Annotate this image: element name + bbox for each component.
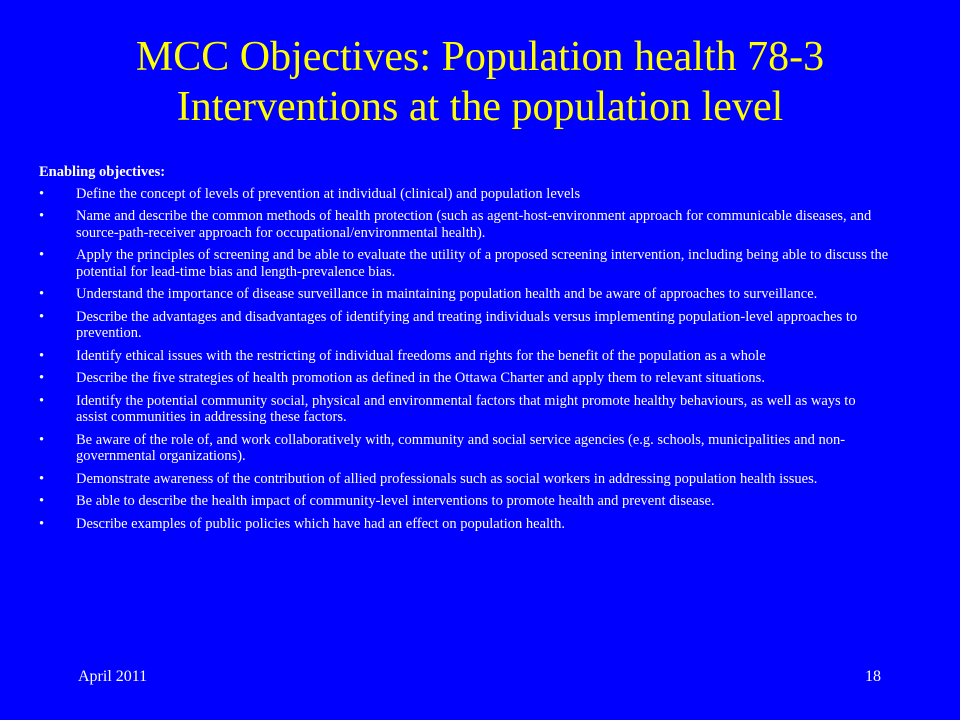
list-item [39, 186, 889, 203]
bullet-icon: • [39, 185, 45, 202]
list-item [39, 432, 889, 465]
bullet-icon: • [39, 286, 45, 302]
list-item-text: Be aware of the role of, and work collaboratively with, community and social service agencies (e.g. schools, municipalities and non-governmental organizations). [76, 431, 846, 464]
list-item-text: Be able to describe the health impact of community-level interventions to promote health and prevent disease. [76, 493, 715, 509]
footer-date: April 2011 [78, 668, 148, 685]
list-item-text: Name and describe the common methods of health protection (such as agent-host-environment approach for communicable diseases, and source-path-receiver approach for occupational/environmental health). [76, 208, 872, 241]
slide-body [39, 164, 889, 538]
bullet-icon: • [39, 431, 45, 448]
enabling-objectives-heading: Enabling objectives: [39, 164, 166, 180]
bullet-icon: • [39, 392, 45, 409]
slide-title-line-1: MCC Objectives: Population health 78-3 [135, 34, 825, 80]
bullet-icon: • [39, 470, 45, 487]
list-item-text: Describe the advantages and disadvantages of identifying and treating individuals versus implementing population-level approaches to prevention. [76, 308, 858, 341]
bullet-icon: • [39, 347, 45, 364]
slide-title-line-2: Interventions at the population level [176, 84, 784, 130]
list-item [39, 516, 889, 533]
list-item [39, 208, 889, 241]
page-number: 18 [865, 668, 881, 685]
list-item-text: Apply the principles of screening and be able to evaluate the utility of a proposed screening intervention, including being able to discuss the potential for lead-time bias and length-prevalence bias. [76, 247, 889, 280]
list-item [39, 348, 889, 365]
list-item [39, 393, 889, 426]
list-item-text: Demonstrate awareness of the contribution of allied professionals such as social workers in addressing population health issues. [76, 470, 818, 487]
bullet-icon: • [39, 208, 45, 224]
bullet-icon: • [39, 370, 45, 386]
list-item [39, 247, 889, 280]
bullet-icon: • [39, 308, 45, 325]
list-item [39, 471, 889, 488]
list-item-text: Describe the five strategies of health promotion as defined in the Ottawa Charter and apply them to relevant situations. [76, 370, 765, 386]
list-item-text: Define the concept of levels of prevention at individual (clinical) and population levels [76, 185, 581, 202]
objectives-list [39, 186, 889, 533]
bullet-icon: • [39, 515, 45, 532]
list-item-text: Identify the potential community social, physical and environmental factors that might promote healthy behaviours, as well as ways to assist communities in addressing these factors. [76, 392, 856, 425]
list-item-text: Identify ethical issues with the restricting of individual freedoms and rights for the benefit of the population as a whole [76, 347, 766, 364]
list-item [39, 286, 889, 303]
list-item-text: Describe examples of public policies which have had an effect on population health. [76, 515, 565, 532]
list-item [39, 493, 889, 510]
bullet-icon: • [39, 493, 45, 509]
list-item [39, 309, 889, 342]
list-item [39, 370, 889, 387]
bullet-icon: • [39, 247, 45, 263]
slide-title [40, 32, 920, 132]
list-item-text: Understand the importance of disease surveillance in maintaining population health and be aware of approaches to surveillance. [76, 286, 818, 302]
